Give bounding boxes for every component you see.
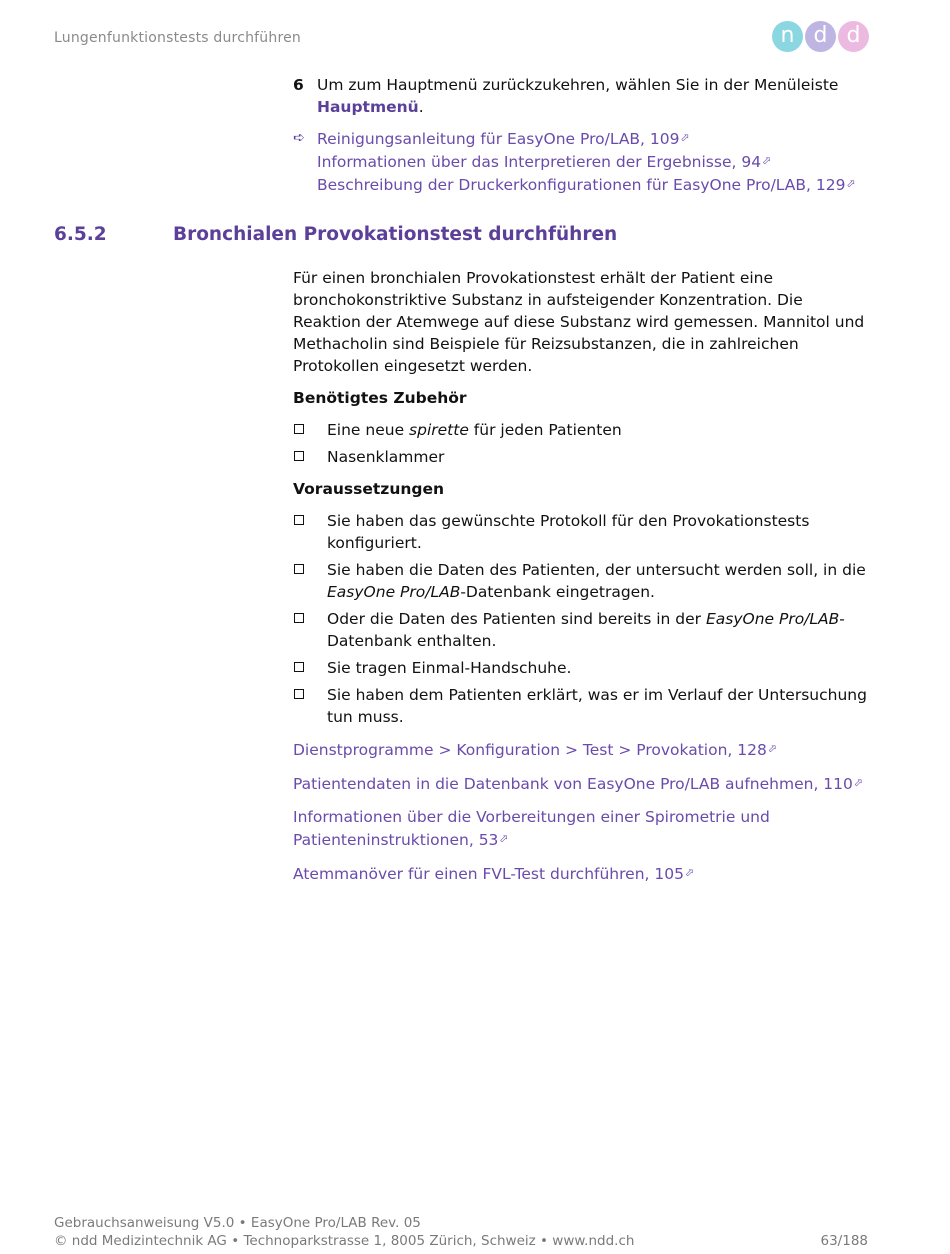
related-link-block (293, 738, 873, 761)
prerequisites-heading: Voraussetzungen (293, 480, 445, 498)
checkbox-icon (294, 451, 304, 461)
external-link-icon: ⬀ (684, 866, 695, 879)
section-content (293, 267, 873, 896)
list-item: Nasenklammer (293, 446, 873, 468)
related-link-block (293, 772, 873, 795)
step-text (317, 74, 873, 118)
checkbox-icon (294, 515, 304, 525)
accessories-list (293, 419, 873, 468)
running-header: Lungenfunktionstests durchführen (54, 30, 301, 46)
link-provocation-config[interactable]: Dienstprogramme > Konfiguration > Test > Provokation, 128⬀ (293, 741, 778, 759)
step-text-before: Um zum Hauptmenü zurückzukehren, wählen Sie in der Menüleiste (317, 76, 839, 94)
link-cleaning-instructions[interactable]: Reinigungsanleitung für EasyOne Pro/LAB, 109⬀ (317, 130, 690, 148)
step-number: 6 (293, 76, 304, 94)
link-interpreting-results[interactable]: Informationen über das Interpretieren der Ergebnisse, 94⬀ (317, 153, 772, 171)
logo-letter-d-2: d (838, 21, 869, 52)
page-footer (54, 1214, 634, 1250)
ndd-logo (772, 21, 872, 53)
link-patient-data[interactable]: Patientendaten in die Datenbank von EasyOne Pro/LAB aufnehmen, 110⬀ (293, 775, 864, 793)
intro-paragraph: Für einen bronchialen Provokationstest erhält der Patient eine bronchokonstriktive Substanz in aufsteigender Konzentration. Die Reaktion der Atemwege auf diese Substanz wird gemessen. Mannitol und Methacholin sind Beispiele für Reizsubstanzen, die in zahlreichen Protokollen eingesetzt werden. (293, 269, 865, 375)
accessories-heading: Benötigtes Zubehör (293, 389, 467, 407)
checkbox-icon (294, 613, 304, 623)
checkbox-icon (294, 424, 304, 434)
external-link-icon: ⬀ (767, 742, 778, 755)
list-item: Sie haben das gewünschte Protokoll für den Provokationstests konfiguriert. (293, 510, 873, 554)
list-item: Sie haben dem Patienten erklärt, was er im Verlauf der Untersuchung tun muss. (293, 684, 873, 728)
step-6 (293, 74, 873, 118)
logo-letter-d: d (805, 21, 836, 52)
list-item: Oder die Daten des Patienten sind bereits in der EasyOne Pro/LAB-Datenbank enthalten. (293, 608, 873, 652)
see-also-block (293, 127, 873, 196)
menu-item-hauptmenue[interactable]: Hauptmenü (317, 98, 419, 116)
link-fvl-test[interactable]: Atemmanöver für einen FVL-Test durchführen, 105⬀ (293, 865, 695, 883)
step-text-after: . (418, 98, 424, 116)
link-printer-configuration[interactable]: Beschreibung der Druckerkonfigurationen für EasyOne Pro/LAB, 129⬀ (317, 176, 856, 194)
related-link-block (293, 806, 873, 851)
prerequisites-list (293, 510, 873, 728)
external-link-icon: ⬀ (846, 177, 856, 190)
list-item: Sie tragen Einmal-Handschuhe. (293, 657, 873, 679)
page-number: 63/188 (820, 1233, 868, 1249)
checkbox-icon (294, 689, 304, 699)
checkbox-icon (294, 662, 304, 672)
related-link-block (293, 862, 873, 885)
section-title: Bronchialen Provokationstest durchführen (173, 224, 618, 245)
link-spirometry-preparation[interactable]: Informationen über die Vorbereitungen einer Spirometrie und Patienteninstruktionen, 53⬀ (293, 808, 770, 849)
section-number: 6.5.2 (54, 224, 107, 245)
checkbox-icon (294, 564, 304, 574)
footer-line-2: © ndd Medizintechnik AG • Technoparkstrasse 1, 8005 Zürich, Schweiz • www.ndd.ch (54, 1233, 635, 1249)
external-link-icon: ⬀ (762, 154, 772, 167)
list-item: Sie haben die Daten des Patienten, der untersucht werden soll, in die EasyOne Pro/LAB-Datenbank eingetragen. (293, 559, 873, 603)
external-link-icon: ⬀ (680, 131, 690, 144)
external-link-icon: ⬀ (499, 832, 509, 845)
footer-line-1: Gebrauchsanweisung V5.0 • EasyOne Pro/LAB Rev. 05 (54, 1215, 421, 1231)
list-item: Eine neue spirette für jeden Patienten (293, 419, 873, 441)
logo-letter-n: n (772, 21, 803, 52)
external-link-icon: ⬀ (853, 776, 864, 789)
arrow-right-icon: ➪ (293, 130, 305, 146)
